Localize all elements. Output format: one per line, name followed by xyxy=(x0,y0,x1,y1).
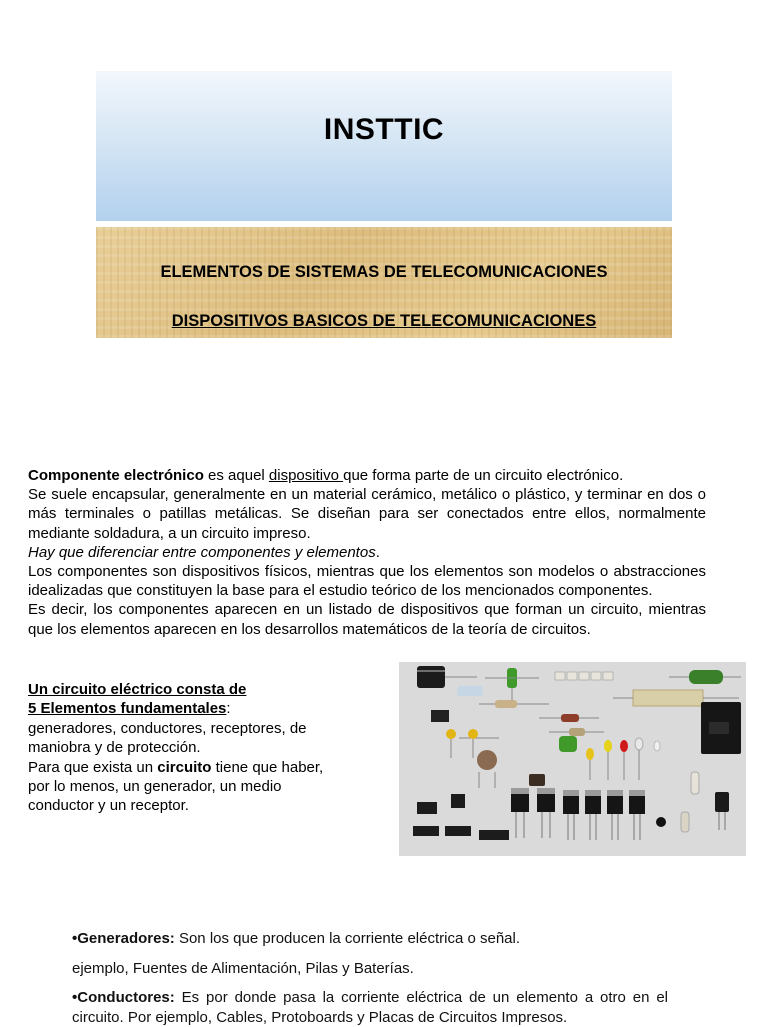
document-title: INSTTIC xyxy=(323,113,445,146)
circuit-req-a: Para que exista un xyxy=(28,758,158,776)
intro-paragraph-4: Los componentes son dispositivos físicos, mientras que los elementos son modelos o abstracciones idealizadas que constituyen la base para el estudio teórico de los mencionados componentes. xyxy=(28,563,706,600)
circuit-heading xyxy=(28,680,343,699)
generadores-text: Son los que producen la corriente eléctrica o señal. xyxy=(174,930,521,947)
components-illustration xyxy=(399,662,746,856)
intro-paragraph-5: Es decir, los componentes aparecen en un listado de dispositivos que forman un circuito, mientras que los elementos aparecen en los desarrollos matemáticos de la teoría de circuitos. xyxy=(28,601,706,638)
dispositivo-link[interactable]: dispositivo xyxy=(268,467,344,484)
subtitle-line-1: ELEMENTOS DE SISTEMAS DE TELECOMUNICACIONES xyxy=(160,263,608,281)
circuit-elements-list: generadores, conductores, receptores, de maniobra y de protección. xyxy=(28,719,307,757)
title-banner xyxy=(96,71,672,221)
intro-definition xyxy=(28,466,706,485)
circuit-section xyxy=(28,680,343,816)
intro-p3-end: . xyxy=(375,543,380,561)
circuit-req-b: tiene que haber, por lo menos, un generador, un medio conductor y un receptor. xyxy=(28,758,324,815)
list-item-generadores-example: ejemplo, Fuentes de Alimentación, Pilas y Baterías. xyxy=(72,959,414,977)
intro-def-b: que forma parte de un circuito electrónico. xyxy=(343,467,624,484)
intro-def-a: es aquel xyxy=(203,467,269,484)
circuit-subheading xyxy=(28,699,343,718)
intro-section xyxy=(28,466,706,639)
circuit-colon: : xyxy=(226,700,231,718)
elements-list xyxy=(72,929,668,1027)
generadores-label: •Generadores: xyxy=(72,930,175,947)
intro-italic: Hay que diferenciar entre componentes y elementos xyxy=(28,543,376,561)
circuit-requirement xyxy=(28,758,343,816)
circuit-req-bold: circuito xyxy=(157,758,212,776)
intro-term: Componente electrónico xyxy=(28,467,204,484)
conductores-text: Es por donde pasa la corriente eléctrica de un elemento a otro en el circuito. Por ejemplo, Cables, Protoboards y Placas de Circuitos Impresos. xyxy=(72,989,668,1026)
subtitle-banner xyxy=(96,227,672,338)
electronic-components-photo xyxy=(399,662,746,856)
subtitle-line-2: DISPOSITIVOS BASICOS DE TELECOMUNICACIONES xyxy=(171,312,597,330)
list-item-generadores xyxy=(72,929,668,949)
conductores-label: •Conductores: xyxy=(72,989,175,1006)
intro-paragraph-3 xyxy=(28,543,706,562)
circuit-heading-2: 5 Elementos fundamentales xyxy=(28,700,227,718)
list-item-conductores xyxy=(72,988,668,1027)
circuit-heading-1: Un circuito eléctrico consta de xyxy=(28,681,247,698)
intro-paragraph-2: Se suele encapsular, generalmente en un material cerámico, metálico o plástico, y terminar en dos o más terminales o patillas metálicas. Se diseñan para ser conectados entre ellos, normalmente mediante soldadura, a un circuito impreso. xyxy=(28,486,706,542)
